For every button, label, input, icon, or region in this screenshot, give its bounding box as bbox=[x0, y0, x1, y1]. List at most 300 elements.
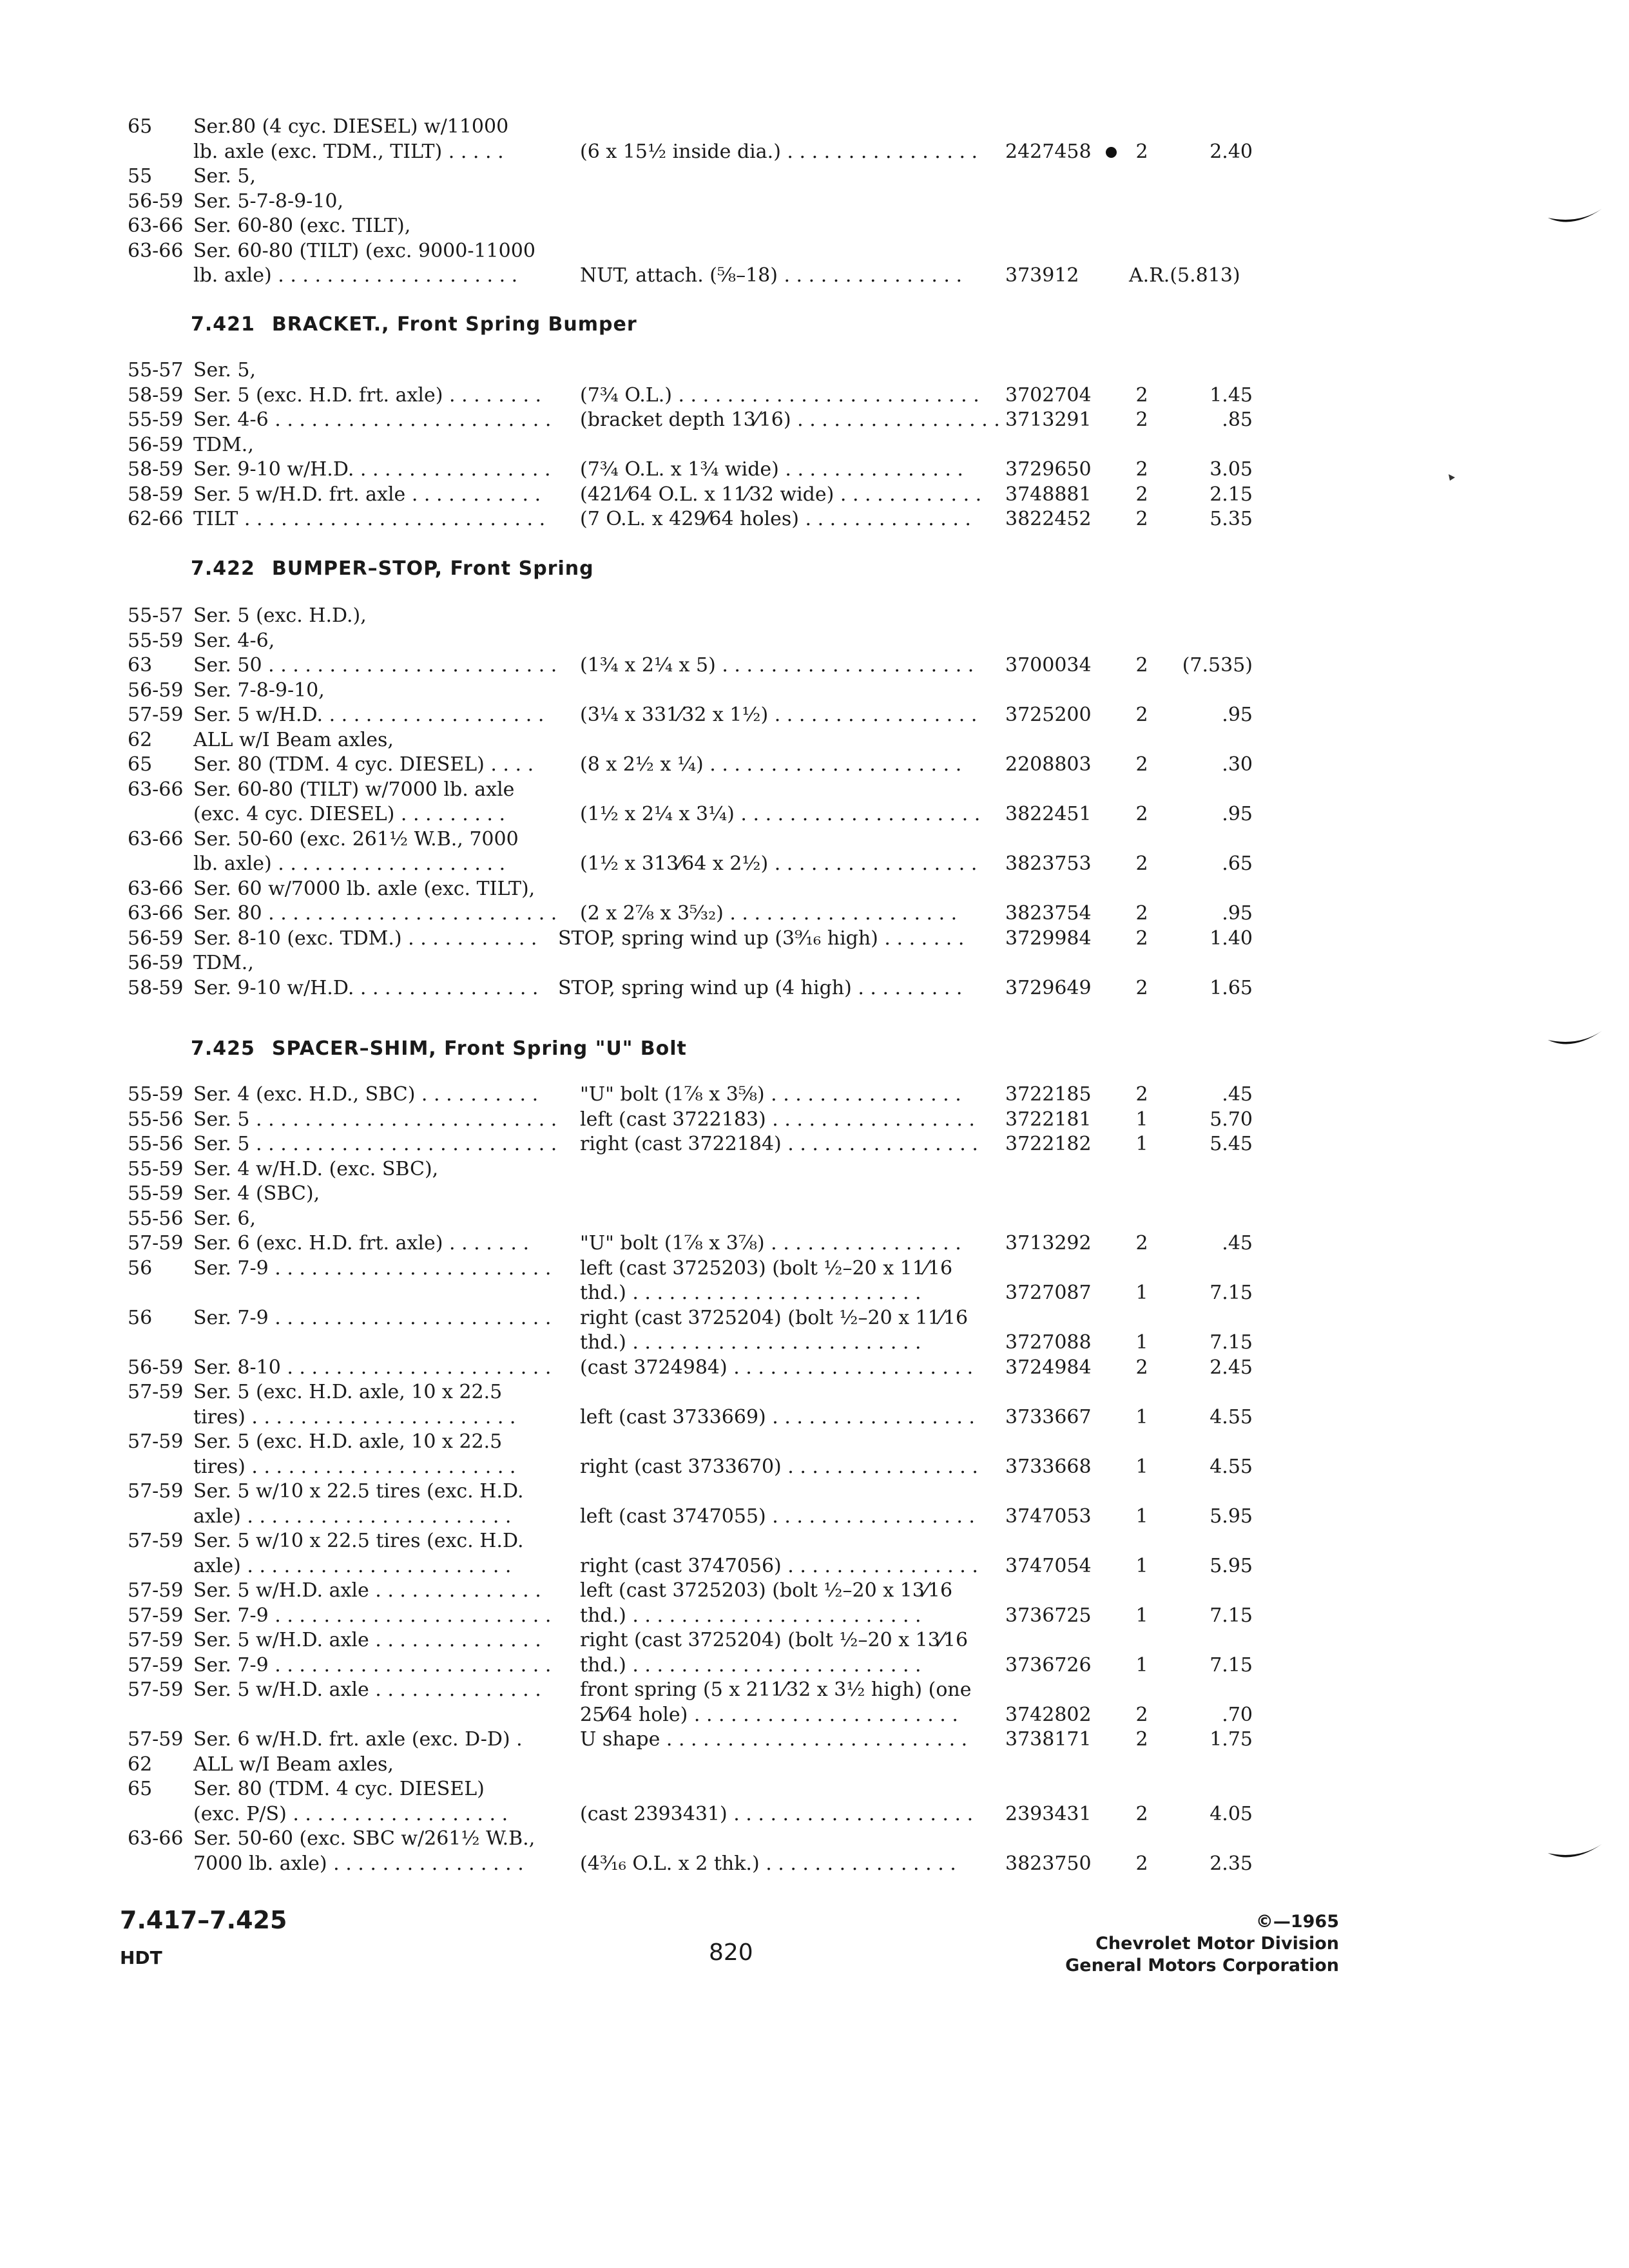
price: 4.55 bbox=[1210, 1405, 1253, 1428]
series-application: Ser. 80 (TDM. 4 cyc. DIESEL) bbox=[193, 1778, 485, 1800]
section-rows bbox=[0, 1082, 1629, 1876]
model-years: 57-59 bbox=[128, 1653, 184, 1677]
parts-row bbox=[0, 1108, 1629, 1133]
part-number: 2427458 bbox=[1005, 140, 1092, 163]
part-description: right (cast 3733670) . . . . . . . . . . . . . . . . bbox=[580, 1455, 978, 1478]
series-application: Ser. 5 . . . . . . . . . . . . . . . . . . . . . . . . . bbox=[193, 1108, 557, 1131]
parts-row bbox=[0, 927, 1629, 952]
part-number: 3722185 bbox=[1005, 1083, 1092, 1106]
series-application: Ser. 5 w/10 x 22.5 tires (exc. H.D. bbox=[193, 1480, 524, 1503]
model-years: 65 bbox=[128, 753, 153, 776]
quantity: 1 bbox=[1135, 1455, 1148, 1478]
quantity: 2 bbox=[1135, 383, 1148, 407]
part-number: 2393431 bbox=[1005, 1802, 1092, 1825]
price: .45 bbox=[1222, 1083, 1253, 1106]
part-description: (1¾ x 2¼ x 5) . . . . . . . . . . . . . . . . . . . . . bbox=[580, 654, 974, 677]
quantity: 2 bbox=[1135, 927, 1148, 950]
part-number: 3823750 bbox=[1005, 1852, 1092, 1875]
section-number: 7.425 bbox=[191, 1037, 255, 1060]
series-application: Ser. 50-60 (exc. 261½ W.B., 7000 bbox=[193, 827, 519, 850]
series-application: Ser.80 (4 cyc. DIESEL) w/11000 bbox=[193, 115, 509, 138]
part-description: left (cast 3725203) (bolt ½–20 x 11⁄16 bbox=[580, 1256, 953, 1280]
price: 2.15 bbox=[1210, 483, 1253, 506]
model-years: 57-59 bbox=[128, 1629, 184, 1651]
price: 2.35 bbox=[1210, 1852, 1253, 1875]
series-application: Ser. 5, bbox=[193, 359, 256, 381]
model-years: 55-59 bbox=[128, 1157, 184, 1180]
series-application: Ser. 5 w/H.D. axle . . . . . . . . . . . . . . bbox=[193, 1579, 541, 1602]
model-years: 55 bbox=[128, 165, 153, 187]
model-years: 55-59 bbox=[128, 1182, 184, 1205]
quantity: 1 bbox=[1135, 1653, 1148, 1677]
series-application: Ser. 6 w/H.D. frt. axle (exc. D-D) . bbox=[193, 1728, 523, 1751]
parts-row bbox=[0, 483, 1629, 508]
series-application: Ser. 5 (exc. H.D. axle, 10 x 22.5 bbox=[193, 1430, 503, 1453]
quantity: A.R.(5.813) bbox=[1129, 264, 1240, 287]
series-application: Ser. 60-80 (exc. TILT), bbox=[193, 215, 411, 237]
parts-row bbox=[0, 1231, 1629, 1256]
price: 2.40 bbox=[1210, 140, 1253, 163]
series-application: Ser. 5 . . . . . . . . . . . . . . . . . . . . . . . . . bbox=[193, 1133, 557, 1155]
model-years: 57-59 bbox=[128, 1579, 184, 1602]
parts-row bbox=[0, 383, 1629, 408]
series-application: Ser. 9-10 w/H.D. . . . . . . . . . . . . . . . . bbox=[193, 458, 551, 481]
price: .30 bbox=[1222, 753, 1253, 776]
price: 2.45 bbox=[1210, 1356, 1253, 1379]
section-heading: BUMPER–STOP, Front Spring bbox=[271, 557, 594, 580]
part-description: left (cast 3747055) . . . . . . . . . . . . . . . . . bbox=[580, 1504, 975, 1528]
parts-row bbox=[0, 1430, 1629, 1455]
model-years: 57-59 bbox=[128, 1480, 184, 1503]
series-application: tires) . . . . . . . . . . . . . . . . . . . . . . bbox=[193, 1455, 516, 1478]
parts-row bbox=[0, 653, 1629, 678]
quantity: 2 bbox=[1135, 1802, 1148, 1825]
part-description: (7 O.L. x 429⁄64 holes) . . . . . . . . . . . . . . bbox=[580, 508, 971, 530]
quantity: 2 bbox=[1135, 902, 1148, 925]
parts-row bbox=[0, 1802, 1629, 1827]
part-number: 3727088 bbox=[1005, 1331, 1092, 1354]
quantity: 2 bbox=[1135, 852, 1148, 875]
part-number: 3733667 bbox=[1005, 1405, 1092, 1428]
part-description: (cast 2393431) . . . . . . . . . . . . . . . . . . . . bbox=[580, 1802, 974, 1825]
parts-row bbox=[0, 358, 1629, 383]
quantity: 1 bbox=[1135, 1604, 1148, 1627]
series-application: (exc. 4 cyc. DIESEL) . . . . . . . . . bbox=[193, 803, 506, 825]
series-application: lb. axle) . . . . . . . . . . . . . . . . . . . . bbox=[193, 264, 518, 287]
quantity: 1 bbox=[1135, 1554, 1148, 1577]
parts-row bbox=[0, 728, 1629, 753]
parts-row bbox=[0, 1256, 1629, 1282]
parts-row bbox=[0, 214, 1629, 239]
series-application: Ser. 5 (exc. H.D.), bbox=[193, 604, 367, 627]
series-application: Ser. 60-80 (TILT) (exc. 9000-11000 bbox=[193, 239, 535, 262]
part-description: thd.) . . . . . . . . . . . . . . . . . . . . . . . . bbox=[580, 1282, 921, 1304]
parts-row bbox=[0, 264, 1629, 289]
series-application: Ser. 5, bbox=[193, 165, 256, 187]
part-number: 373912 bbox=[1005, 264, 1079, 287]
model-years: 57-59 bbox=[128, 1430, 184, 1453]
parts-row bbox=[0, 1356, 1629, 1381]
price: 1.65 bbox=[1210, 976, 1253, 999]
parts-row bbox=[0, 1554, 1629, 1579]
series-application: Ser. 9-10 w/H.D. . . . . . . . . . . . . . . . bbox=[193, 976, 539, 999]
part-number: 3823753 bbox=[1005, 852, 1092, 875]
parts-row bbox=[0, 1727, 1629, 1753]
part-description: (cast 3724984) . . . . . . . . . . . . . . . . . . . . bbox=[580, 1356, 974, 1379]
model-years: 62 bbox=[128, 728, 153, 751]
series-application: Ser. 5 w/H.D. . . . . . . . . . . . . . . . . . . bbox=[193, 704, 545, 726]
group-range: 7.417–7.425 bbox=[120, 1906, 287, 1934]
parts-row bbox=[0, 164, 1629, 189]
series-application: Ser. 5 w/H.D. axle . . . . . . . . . . . . . . bbox=[193, 1678, 541, 1701]
model-years: 56-59 bbox=[128, 189, 184, 213]
part-description: (2 x 2⅞ x 3⁵⁄₃₂) . . . . . . . . . . . . . . . . . . . bbox=[580, 902, 958, 925]
quantity: 2 bbox=[1135, 508, 1148, 530]
parts-row bbox=[0, 629, 1629, 654]
quantity: 1 bbox=[1135, 1282, 1148, 1304]
series-application: Ser. 4-6, bbox=[193, 629, 275, 652]
model-years: 58-59 bbox=[128, 458, 184, 481]
model-years: 62 bbox=[128, 1753, 153, 1776]
model-years: 55-59 bbox=[128, 1083, 184, 1106]
section-heading: SPACER–SHIM, Front Spring "U" Bolt bbox=[271, 1037, 687, 1060]
parts-row bbox=[0, 778, 1629, 803]
parts-row bbox=[0, 239, 1629, 264]
part-description: (7¾ O.L. x 1¾ wide) . . . . . . . . . . . . . . . bbox=[580, 458, 963, 481]
parts-row bbox=[0, 678, 1629, 704]
model-years: 55-56 bbox=[128, 1133, 184, 1155]
quantity: 2 bbox=[1135, 1083, 1148, 1106]
part-number: 3725200 bbox=[1005, 704, 1092, 726]
model-years: 57-59 bbox=[128, 1381, 184, 1403]
part-description: right (cast 3725204) (bolt ½–20 x 13⁄16 bbox=[580, 1629, 969, 1651]
part-number: 3742802 bbox=[1005, 1703, 1092, 1726]
parts-row bbox=[0, 1852, 1629, 1877]
model-years: 63-66 bbox=[128, 902, 184, 925]
model-years: 57-59 bbox=[128, 1530, 184, 1552]
part-number: 2208803 bbox=[1005, 753, 1092, 776]
part-description: (7¾ O.L.) . . . . . . . . . . . . . . . . . . . . . . . . . bbox=[580, 383, 979, 407]
part-number: 3727087 bbox=[1005, 1282, 1092, 1304]
section-heading: BRACKET., Front Spring Bumper bbox=[271, 313, 637, 336]
parts-row bbox=[0, 1604, 1629, 1629]
parts-row bbox=[0, 976, 1629, 1001]
quantity: 2 bbox=[1135, 1728, 1148, 1751]
section-rows bbox=[0, 115, 1629, 289]
section-rows bbox=[0, 604, 1629, 1001]
section-title bbox=[191, 313, 637, 336]
parts-row bbox=[0, 1579, 1629, 1604]
price: .70 bbox=[1222, 1703, 1253, 1726]
parts-row bbox=[0, 901, 1629, 927]
price: 5.95 bbox=[1210, 1554, 1253, 1577]
parts-row bbox=[0, 852, 1629, 877]
bullet-icon bbox=[1106, 147, 1117, 158]
parts-row bbox=[0, 827, 1629, 852]
speck-mark-icon bbox=[1447, 473, 1456, 482]
part-number: 3822451 bbox=[1005, 803, 1092, 825]
part-description: NUT, attach. (⅝–18) . . . . . . . . . . . . . . . bbox=[580, 264, 963, 287]
parts-row bbox=[0, 1082, 1629, 1108]
section-number: 7.422 bbox=[191, 557, 255, 580]
series-application: Ser. 50-60 (exc. SBC w/261½ W.B., bbox=[193, 1827, 535, 1850]
section-rows bbox=[0, 358, 1629, 532]
series-application: (exc. P/S) . . . . . . . . . . . . . . . . . . bbox=[193, 1802, 508, 1825]
part-description: STOP, spring wind up (3⁹⁄₁₆ high) . . . . . . . bbox=[558, 927, 965, 950]
series-application: Ser. 4-6 . . . . . . . . . . . . . . . . . . . . . . . bbox=[193, 408, 552, 431]
price: 1.40 bbox=[1210, 927, 1253, 950]
part-description: left (cast 3733669) . . . . . . . . . . . . . . . . . bbox=[580, 1405, 975, 1428]
series-application: Ser. 5 w/H.D. axle . . . . . . . . . . . . . . bbox=[193, 1629, 541, 1651]
model-years: 57-59 bbox=[128, 1232, 184, 1254]
part-description: right (cast 3722184) . . . . . . . . . . . . . . . . bbox=[580, 1133, 978, 1155]
binding-mark-icon bbox=[1547, 1027, 1605, 1053]
parts-row bbox=[0, 1405, 1629, 1430]
series-application: tires) . . . . . . . . . . . . . . . . . . . . . . bbox=[193, 1405, 516, 1428]
part-number: 3822452 bbox=[1005, 508, 1092, 530]
price: .95 bbox=[1222, 803, 1253, 825]
part-number: 3748881 bbox=[1005, 483, 1092, 506]
quantity: 2 bbox=[1135, 654, 1148, 677]
binding-mark-icon bbox=[1547, 205, 1605, 231]
part-number: 3738171 bbox=[1005, 1728, 1092, 1751]
model-years: 65 bbox=[128, 1778, 153, 1800]
part-description: (1½ x 2¼ x 3¼) . . . . . . . . . . . . . . . . . . . . bbox=[580, 803, 981, 825]
part-description: right (cast 3725204) (bolt ½–20 x 11⁄16 bbox=[580, 1306, 969, 1329]
quantity: 2 bbox=[1135, 1232, 1148, 1254]
price: 5.45 bbox=[1210, 1133, 1253, 1155]
model-years: 65 bbox=[128, 115, 153, 138]
series-application: ALL w/I Beam axles, bbox=[193, 728, 394, 751]
series-application: Ser. 7-8-9-10, bbox=[193, 678, 325, 702]
series-application: 7000 lb. axle) . . . . . . . . . . . . . . . . bbox=[193, 1852, 524, 1875]
parts-row bbox=[0, 408, 1629, 433]
price: 7.15 bbox=[1210, 1331, 1253, 1354]
part-number: 3747054 bbox=[1005, 1554, 1092, 1577]
part-description: (6 x 15½ inside dia.) . . . . . . . . . . . . . . . . bbox=[580, 140, 978, 163]
part-description: "U" bolt (1⅞ x 3⅝) . . . . . . . . . . . . . . . . bbox=[580, 1083, 961, 1106]
quantity: 1 bbox=[1135, 1108, 1148, 1131]
part-description: left (cast 3725203) (bolt ½–20 x 13⁄16 bbox=[580, 1579, 953, 1602]
series-application: Ser. 7-9 . . . . . . . . . . . . . . . . . . . . . . . bbox=[193, 1604, 552, 1627]
part-description: right (cast 3747056) . . . . . . . . . . . . . . . . bbox=[580, 1554, 978, 1577]
series-application: Ser. 50 . . . . . . . . . . . . . . . . . . . . . . . . bbox=[193, 654, 557, 677]
series-application: ALL w/I Beam axles, bbox=[193, 1753, 394, 1776]
price: (7.535) bbox=[1182, 654, 1253, 677]
price: 7.15 bbox=[1210, 1604, 1253, 1627]
series-application: Ser. 6, bbox=[193, 1207, 256, 1230]
part-description: 25⁄64 hole) . . . . . . . . . . . . . . . . . . . . . . bbox=[580, 1703, 958, 1726]
price: 5.95 bbox=[1210, 1504, 1253, 1528]
series-application: Ser. 6 (exc. H.D. frt. axle) . . . . . . . bbox=[193, 1232, 529, 1254]
quantity: 2 bbox=[1135, 803, 1148, 825]
model-years: 58-59 bbox=[128, 976, 184, 999]
series-application: Ser. 7-9 . . . . . . . . . . . . . . . . . . . . . . . bbox=[193, 1256, 552, 1280]
division-name: Chevrolet Motor Division bbox=[1095, 1934, 1339, 1954]
part-number: 3736726 bbox=[1005, 1653, 1092, 1677]
model-years: 55-56 bbox=[128, 1108, 184, 1131]
part-description: front spring (5 x 211⁄32 x 3½ high) (one bbox=[580, 1678, 972, 1701]
series-application: TILT . . . . . . . . . . . . . . . . . . . . . . . . . bbox=[193, 508, 546, 530]
series-application: Ser. 60 w/7000 lb. axle (exc. TILT), bbox=[193, 877, 535, 900]
model-years: 55-59 bbox=[128, 408, 184, 431]
quantity: 2 bbox=[1135, 1852, 1148, 1875]
quantity: 2 bbox=[1135, 483, 1148, 506]
part-description: thd.) . . . . . . . . . . . . . . . . . . . . . . . . bbox=[580, 1331, 921, 1354]
price: .65 bbox=[1222, 852, 1253, 875]
series-application: Ser. 5 (exc. H.D. frt. axle) . . . . . . . . bbox=[193, 383, 542, 407]
quantity: 2 bbox=[1135, 140, 1148, 163]
parts-row bbox=[0, 1207, 1629, 1232]
parts-row bbox=[0, 1703, 1629, 1728]
copyright: ©—1965 bbox=[1255, 1912, 1339, 1932]
series-application: TDM., bbox=[193, 952, 254, 974]
price: .85 bbox=[1222, 408, 1253, 431]
series-application: Ser. 4 w/H.D. (exc. SBC), bbox=[193, 1157, 439, 1180]
section-number: 7.421 bbox=[191, 313, 255, 336]
quantity: 2 bbox=[1135, 1703, 1148, 1726]
model-years: 63-66 bbox=[128, 827, 184, 850]
quantity: 2 bbox=[1135, 1356, 1148, 1379]
series-application: axle) . . . . . . . . . . . . . . . . . . . . . . bbox=[193, 1554, 512, 1577]
parts-row bbox=[0, 433, 1629, 458]
part-number: 3729984 bbox=[1005, 927, 1092, 950]
page-number: 820 bbox=[709, 1939, 753, 1966]
series-application: Ser. 8-10 . . . . . . . . . . . . . . . . . . . . . . bbox=[193, 1356, 552, 1379]
parts-row bbox=[0, 1132, 1629, 1157]
parts-row bbox=[0, 1182, 1629, 1207]
price: 3.05 bbox=[1210, 458, 1253, 481]
part-number: 3729650 bbox=[1005, 458, 1092, 481]
parts-row bbox=[0, 1281, 1629, 1306]
price: 5.70 bbox=[1210, 1108, 1253, 1131]
series-application: Ser. 5 w/10 x 22.5 tires (exc. H.D. bbox=[193, 1530, 524, 1552]
part-number: 3713291 bbox=[1005, 408, 1092, 431]
series-application: Ser. 60-80 (TILT) w/7000 lb. axle bbox=[193, 778, 515, 801]
series-application: Ser. 4 (SBC), bbox=[193, 1182, 320, 1205]
price: 7.15 bbox=[1210, 1282, 1253, 1304]
part-number: 3729649 bbox=[1005, 976, 1092, 999]
model-years: 63-66 bbox=[128, 215, 184, 237]
part-number: 3733668 bbox=[1005, 1455, 1092, 1478]
model-years: 56-59 bbox=[128, 433, 184, 456]
series-application: Ser. 7-9 . . . . . . . . . . . . . . . . . . . . . . . bbox=[193, 1653, 552, 1677]
quantity: 2 bbox=[1135, 408, 1148, 431]
part-description: (4³⁄₁₆ O.L. x 2 thk.) . . . . . . . . . . . . . . . . bbox=[580, 1852, 956, 1875]
price: .95 bbox=[1222, 704, 1253, 726]
model-years: 56-59 bbox=[128, 952, 184, 974]
part-description: left (cast 3722183) . . . . . . . . . . . . . . . . . bbox=[580, 1108, 975, 1131]
model-years: 57-59 bbox=[128, 704, 184, 726]
quantity: 2 bbox=[1135, 704, 1148, 726]
model-years: 55-57 bbox=[128, 604, 184, 627]
parts-row bbox=[0, 1653, 1629, 1678]
parts-row bbox=[0, 1777, 1629, 1802]
part-number: 3722182 bbox=[1005, 1133, 1092, 1155]
parts-row bbox=[0, 140, 1629, 165]
model-years: 58-59 bbox=[128, 383, 184, 407]
parts-row bbox=[0, 1380, 1629, 1405]
model-years: 57-59 bbox=[128, 1728, 184, 1751]
part-description: (8 x 2½ x ¼) . . . . . . . . . . . . . . . . . . . . . bbox=[580, 753, 962, 776]
section-title bbox=[191, 1037, 687, 1060]
quantity: 1 bbox=[1135, 1504, 1148, 1528]
price: 5.35 bbox=[1210, 508, 1253, 530]
quantity: 1 bbox=[1135, 1133, 1148, 1155]
parts-row bbox=[0, 703, 1629, 728]
model-years: 63-66 bbox=[128, 239, 184, 262]
series-application: lb. axle (exc. TDM., TILT) . . . . . bbox=[193, 140, 504, 163]
model-years: 55-56 bbox=[128, 1207, 184, 1230]
quantity: 2 bbox=[1135, 976, 1148, 999]
part-number: 3724984 bbox=[1005, 1356, 1092, 1379]
parts-row bbox=[0, 1306, 1629, 1331]
parts-row bbox=[0, 1827, 1629, 1852]
part-number: 3702704 bbox=[1005, 383, 1092, 407]
series-application: Ser. 4 (exc. H.D., SBC) . . . . . . . . . . bbox=[193, 1083, 539, 1106]
series-application: Ser. 7-9 . . . . . . . . . . . . . . . . . . . . . . . bbox=[193, 1306, 552, 1329]
price: .95 bbox=[1222, 902, 1253, 925]
part-number: 3823754 bbox=[1005, 902, 1092, 925]
model-years: 63-66 bbox=[128, 1827, 184, 1850]
part-description: "U" bolt (1⅞ x 3⅞) . . . . . . . . . . . . . . . . bbox=[580, 1232, 961, 1254]
parts-row bbox=[0, 1479, 1629, 1504]
parts-row bbox=[0, 507, 1629, 532]
parts-row bbox=[0, 1331, 1629, 1356]
part-number: 3700034 bbox=[1005, 654, 1092, 677]
price: 7.15 bbox=[1210, 1653, 1253, 1677]
series-application: Ser. 80 (TDM. 4 cyc. DIESEL) . . . . bbox=[193, 753, 534, 776]
model-years: 56-59 bbox=[128, 1356, 184, 1379]
model-years: 55-59 bbox=[128, 629, 184, 652]
part-description: thd.) . . . . . . . . . . . . . . . . . . . . . . . . bbox=[580, 1604, 921, 1627]
part-description: (3¼ x 331⁄32 x 1½) . . . . . . . . . . . . . . . . . bbox=[580, 704, 978, 726]
part-description: (bracket depth 13⁄16) . . . . . . . . . . . . . . . . . bbox=[580, 408, 1000, 431]
series-application: Ser. 80 . . . . . . . . . . . . . . . . . . . . . . . . bbox=[193, 902, 557, 925]
series-application: Ser. 5-7-8-9-10, bbox=[193, 189, 344, 213]
parts-row bbox=[0, 1628, 1629, 1653]
model-years: 56 bbox=[128, 1256, 153, 1280]
model-years: 56-59 bbox=[128, 678, 184, 702]
price: 1.75 bbox=[1210, 1728, 1253, 1751]
model-years: 58-59 bbox=[128, 483, 184, 506]
model-years: 57-59 bbox=[128, 1678, 184, 1701]
model-years: 62-66 bbox=[128, 508, 184, 530]
corporation-name: General Motors Corporation bbox=[1065, 1956, 1339, 1975]
publisher-block bbox=[1065, 1911, 1339, 1977]
parts-row bbox=[0, 604, 1629, 629]
model-years: 63-66 bbox=[128, 877, 184, 900]
parts-row bbox=[0, 1157, 1629, 1182]
part-number: 3713292 bbox=[1005, 1232, 1092, 1254]
part-description: U shape . . . . . . . . . . . . . . . . . . . . . . . . . bbox=[580, 1728, 968, 1751]
model-years: 55-57 bbox=[128, 359, 184, 381]
part-description: (1½ x 313⁄64 x 2½) . . . . . . . . . . . . . . . . . bbox=[580, 852, 978, 875]
model-years: 56-59 bbox=[128, 927, 184, 950]
model-years: 63 bbox=[128, 654, 153, 677]
parts-row bbox=[0, 753, 1629, 778]
price: .45 bbox=[1222, 1232, 1253, 1254]
price: 4.05 bbox=[1210, 1802, 1253, 1825]
model-years: 63-66 bbox=[128, 778, 184, 801]
parts-row bbox=[0, 1678, 1629, 1703]
model-years: 56 bbox=[128, 1306, 153, 1329]
quantity: 2 bbox=[1135, 458, 1148, 481]
part-description: (421⁄64 O.L. x 11⁄32 wide) . . . . . . . . . . . . bbox=[580, 483, 982, 506]
binding-mark-icon bbox=[1547, 1840, 1605, 1866]
parts-row bbox=[0, 1504, 1629, 1530]
part-description: thd.) . . . . . . . . . . . . . . . . . . . . . . . . bbox=[580, 1653, 921, 1677]
